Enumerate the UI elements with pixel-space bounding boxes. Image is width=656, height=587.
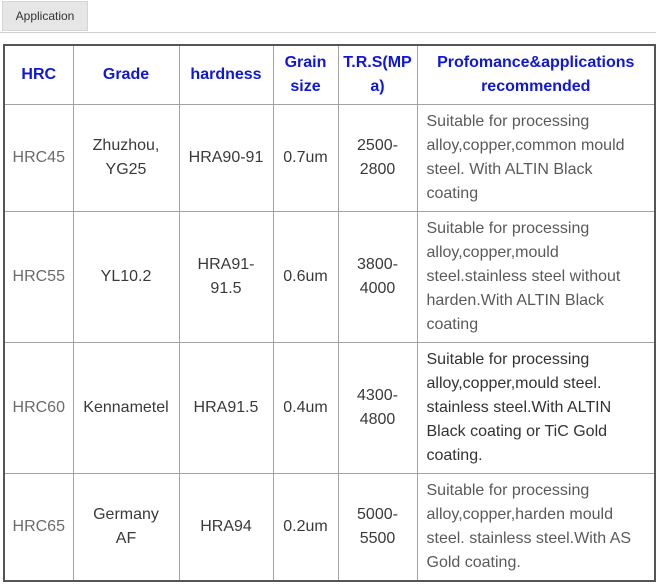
cell-hrc: HRC65 xyxy=(4,474,73,582)
table-header-row xyxy=(4,45,655,105)
cell-applications: Suitable for processing alloy,copper,mould steel. stainless steel.With ALTIN Black coating or TiC Gold coating. xyxy=(417,343,655,474)
cell-grain-size: 0.4um xyxy=(273,343,338,474)
header-hardness: hardness xyxy=(179,45,273,105)
header-grade: Grade xyxy=(73,45,179,105)
cell-grain-size: 0.6um xyxy=(273,212,338,343)
cell-hardness: HRA90-91 xyxy=(179,105,273,212)
cell-trs: 4300-4800 xyxy=(338,343,417,474)
cell-applications: Suitable for processing alloy,copper,common mould steel. With ALTIN Black coating xyxy=(417,105,655,212)
cell-applications: Suitable for processing alloy,copper,harden mould steel. stainless steel.With AS Gold coating. xyxy=(417,474,655,582)
cell-trs: 5000-5500 xyxy=(338,474,417,582)
tab-application[interactable]: Application xyxy=(2,1,88,31)
cell-hrc: HRC45 xyxy=(4,105,73,212)
cell-hardness: HRA91.5 xyxy=(179,343,273,474)
table-row xyxy=(4,105,655,212)
tab-bar xyxy=(0,0,656,33)
header-applications: Profomance&applications recommended xyxy=(417,45,655,105)
cell-applications: Suitable for processing alloy,copper,mould steel.stainless steel without harden.With ALTIN Black coating xyxy=(417,212,655,343)
cell-grade: YL10.2 xyxy=(73,212,179,343)
cell-hrc: HRC55 xyxy=(4,212,73,343)
cell-grade: Kennametel xyxy=(73,343,179,474)
header-hrc: HRC xyxy=(4,45,73,105)
specs-table xyxy=(3,44,656,582)
cell-hardness: HRA94 xyxy=(179,474,273,582)
header-grain-size: Grain size xyxy=(273,45,338,105)
cell-trs: 3800-4000 xyxy=(338,212,417,343)
cell-grain-size: 0.7um xyxy=(273,105,338,212)
cell-trs: 2500-2800 xyxy=(338,105,417,212)
cell-grain-size: 0.2um xyxy=(273,474,338,582)
table-row xyxy=(4,212,655,343)
header-trs: T.R.S(MPa) xyxy=(338,45,417,105)
table-row xyxy=(4,474,655,582)
cell-grade: Zhuzhou, YG25 xyxy=(73,105,179,212)
cell-hardness: HRA91-91.5 xyxy=(179,212,273,343)
cell-grade: Germany AF xyxy=(73,474,179,582)
table-row xyxy=(4,343,655,474)
cell-hrc: HRC60 xyxy=(4,343,73,474)
